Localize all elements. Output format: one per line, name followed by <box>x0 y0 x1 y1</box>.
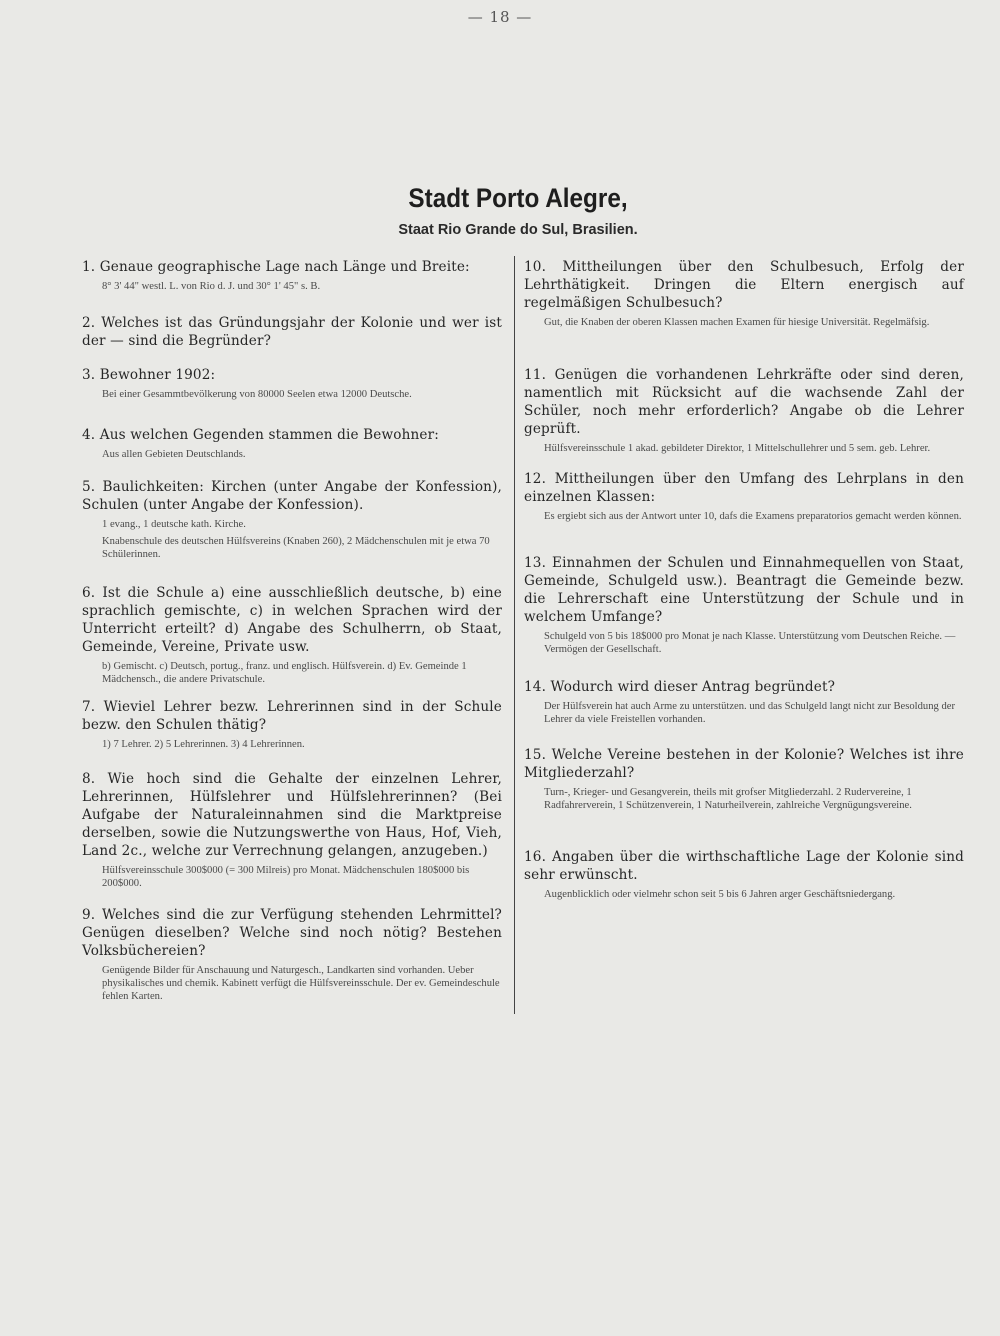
question-text: 7. Wieviel Lehrer bezw. Lehrerinnen sind in der Schule bezw. den Schulen thätig? <box>82 699 502 733</box>
question-item <box>82 426 502 461</box>
question-item <box>82 770 502 890</box>
question-item <box>82 366 502 401</box>
answer-text: Hülfsvereinsschule 1 akad. gebildeter Direktor, 1 Mittelschullehrer und 5 sem. geb. Lehrer. <box>544 443 931 454</box>
question-text: 16. Angaben über die wirthschaftliche Lage der Kolonie sind sehr erwünscht. <box>524 849 964 883</box>
question-text: 13. Einnahmen der Schulen und Einnahmequellen von Staat, Gemeinde, Schulgeld usw.). Beantragt die Gemeinde bezw. die Lehrerschaft eine Unterstützung der Schule und in welchem Umfange? <box>524 555 964 625</box>
question-item <box>82 584 502 686</box>
question-item <box>524 554 964 656</box>
answer-text: Schulgeld von 5 bis 18$000 pro Monat je nach Klasse. Unterstützung vom Deutschen Reiche. — Vermögen der Gesellschaft. <box>544 631 956 655</box>
question-text: 14. Wodurch wird dieser Antrag begründet? <box>524 679 836 695</box>
answer-text: Augenblicklich oder vielmehr schon seit 5 bis 6 Jahren arger Geschäftsniedergang. <box>544 889 896 900</box>
question-item <box>82 314 502 350</box>
answer-text: Aus allen Gebieten Deutschlands. <box>102 449 246 460</box>
answer-text: 1 evang., 1 deutsche kath. Kirche. <box>102 519 246 530</box>
answer-text: Knabenschule des deutschen Hülfsvereins (Knaben 260), 2 Mädchenschulen mit je etwa 70 Schülerinnen. <box>102 536 490 560</box>
answer-text: Turn-, Krieger- und Gesangverein, theils mit grofser Mitgliederzahl. 2 Rudervereine, 1 Radfahrerverein, 1 Schützenverein, 1 Naturheilverein, zahlreiche Vergnügungsvereine. <box>544 787 912 811</box>
question-text: 9. Welches sind die zur Verfügung stehenden Lehrmittel? Genügen dieselben? Welche sind noch nötig? Bestehen Volksbüchereien? <box>82 907 502 959</box>
question-text: 10. Mittheilungen über den Schulbesuch, Erfolg der Lehrthätigkeit. Dringen die Eltern energisch auf regelmäßigen Schulbesuch? <box>524 259 964 311</box>
question-item <box>524 746 964 812</box>
question-text: 2. Welches ist das Gründungsjahr der Kolonie und wer ist der — sind die Begründer? <box>82 315 502 349</box>
page-title: Stadt Porto Alegre, <box>408 183 628 213</box>
question-item <box>524 848 964 901</box>
question-item <box>524 258 964 329</box>
question-item <box>524 678 964 726</box>
answer-text: 8° 3' 44" westl. L. von Rio d. J. und 30° 1' 45" s. B. <box>102 281 321 292</box>
question-text: 5. Baulichkeiten: Kirchen (unter Angabe der Konfession), Schulen (unter Angabe der Konfession). <box>82 479 502 513</box>
question-text: 8. Wie hoch sind die Gehalte der einzelnen Lehrer, Lehrerinnen, Hülfslehrer und Hülfslehrerinnen? (Bei Aufgabe der Naturaleinnahmen sind die Marktpreise derselben, sowie die Nutzungswerthe von Haus, Hof, Vieh, Land 2c., welche zur Verrechnung gelangen, anzugeben.) <box>82 771 502 859</box>
column-divider <box>514 256 515 1014</box>
page-subtitle: Staat Rio Grande do Sul, Brasilien. <box>398 222 638 238</box>
question-text: 3. Bewohner 1902: <box>82 367 216 383</box>
question-text: 15. Welche Vereine bestehen in der Kolonie? Welches ist ihre Mitgliederzahl? <box>524 747 964 781</box>
question-item <box>524 366 964 455</box>
question-text: 12. Mittheilungen über den Umfang des Lehrplans in den einzelnen Klassen: <box>524 471 964 505</box>
question-text: 6. Ist die Schule a) eine ausschließlich deutsche, b) eine sprachlich gemischte, c) in welchen Sprachen wird der Unterricht erteilt? d) Angabe des Schulherrn, ob Staat, Gemeinde, Vereine, Private usw. <box>82 585 502 655</box>
question-text: 4. Aus welchen Gegenden stammen die Bewohner: <box>82 427 440 443</box>
question-item <box>82 478 502 561</box>
answer-text: Es ergiebt sich aus der Antwort unter 10, dafs die Examens preparatorios gemacht werden können. <box>544 511 962 522</box>
answer-text: 1) 7 Lehrer. 2) 5 Lehrerinnen. 3) 4 Lehrerinnen. <box>102 739 305 750</box>
question-item <box>524 470 964 523</box>
answer-text: Genügende Bilder für Anschauung und Naturgesch., Landkarten sind vorhanden. Ueber physikalisches und chemik. Kabinett verfügt die Hülfsvereinsschule. Der ev. Gemeindeschule fehlen Karten. <box>102 965 500 1002</box>
answer-text: Hülfsvereinsschule 300$000 (= 300 Milreis) pro Monat. Mädchenschulen 180$000 bis 200$000. <box>102 865 470 889</box>
answer-text: b) Gemischt. c) Deutsch, portug., franz. und englisch. Hülfsverein. d) Ev. Gemeinde 1 Mädchensch., die andere Privatschule. <box>102 661 467 685</box>
answer-text: Der Hülfsverein hat auch Arme zu unterstützen. und das Schulgeld langt nicht zur Besoldung der Lehrer da viele Freistellen vorhanden. <box>544 701 955 725</box>
question-item <box>82 906 502 1003</box>
question-text: 11. Genügen die vorhandenen Lehrkräfte oder sind deren, namentlich mit Rücksicht auf die wachsende Zahl der Schüler, noch mehr erforderlich? Angabe ob die Lehrer geprüft. <box>524 367 964 437</box>
question-item <box>82 258 502 293</box>
question-text: 1. Genaue geographische Lage nach Länge und Breite: <box>82 259 470 275</box>
answer-text: Gut, die Knaben der oberen Klassen machen Examen für hiesige Universität. Regelmäfsig. <box>544 317 930 328</box>
question-item <box>82 698 502 751</box>
answer-text: Bei einer Gesammtbevölkerung von 80000 Seelen etwa 12000 Deutsche. <box>102 389 412 400</box>
page-number: — 18 — <box>467 8 533 26</box>
